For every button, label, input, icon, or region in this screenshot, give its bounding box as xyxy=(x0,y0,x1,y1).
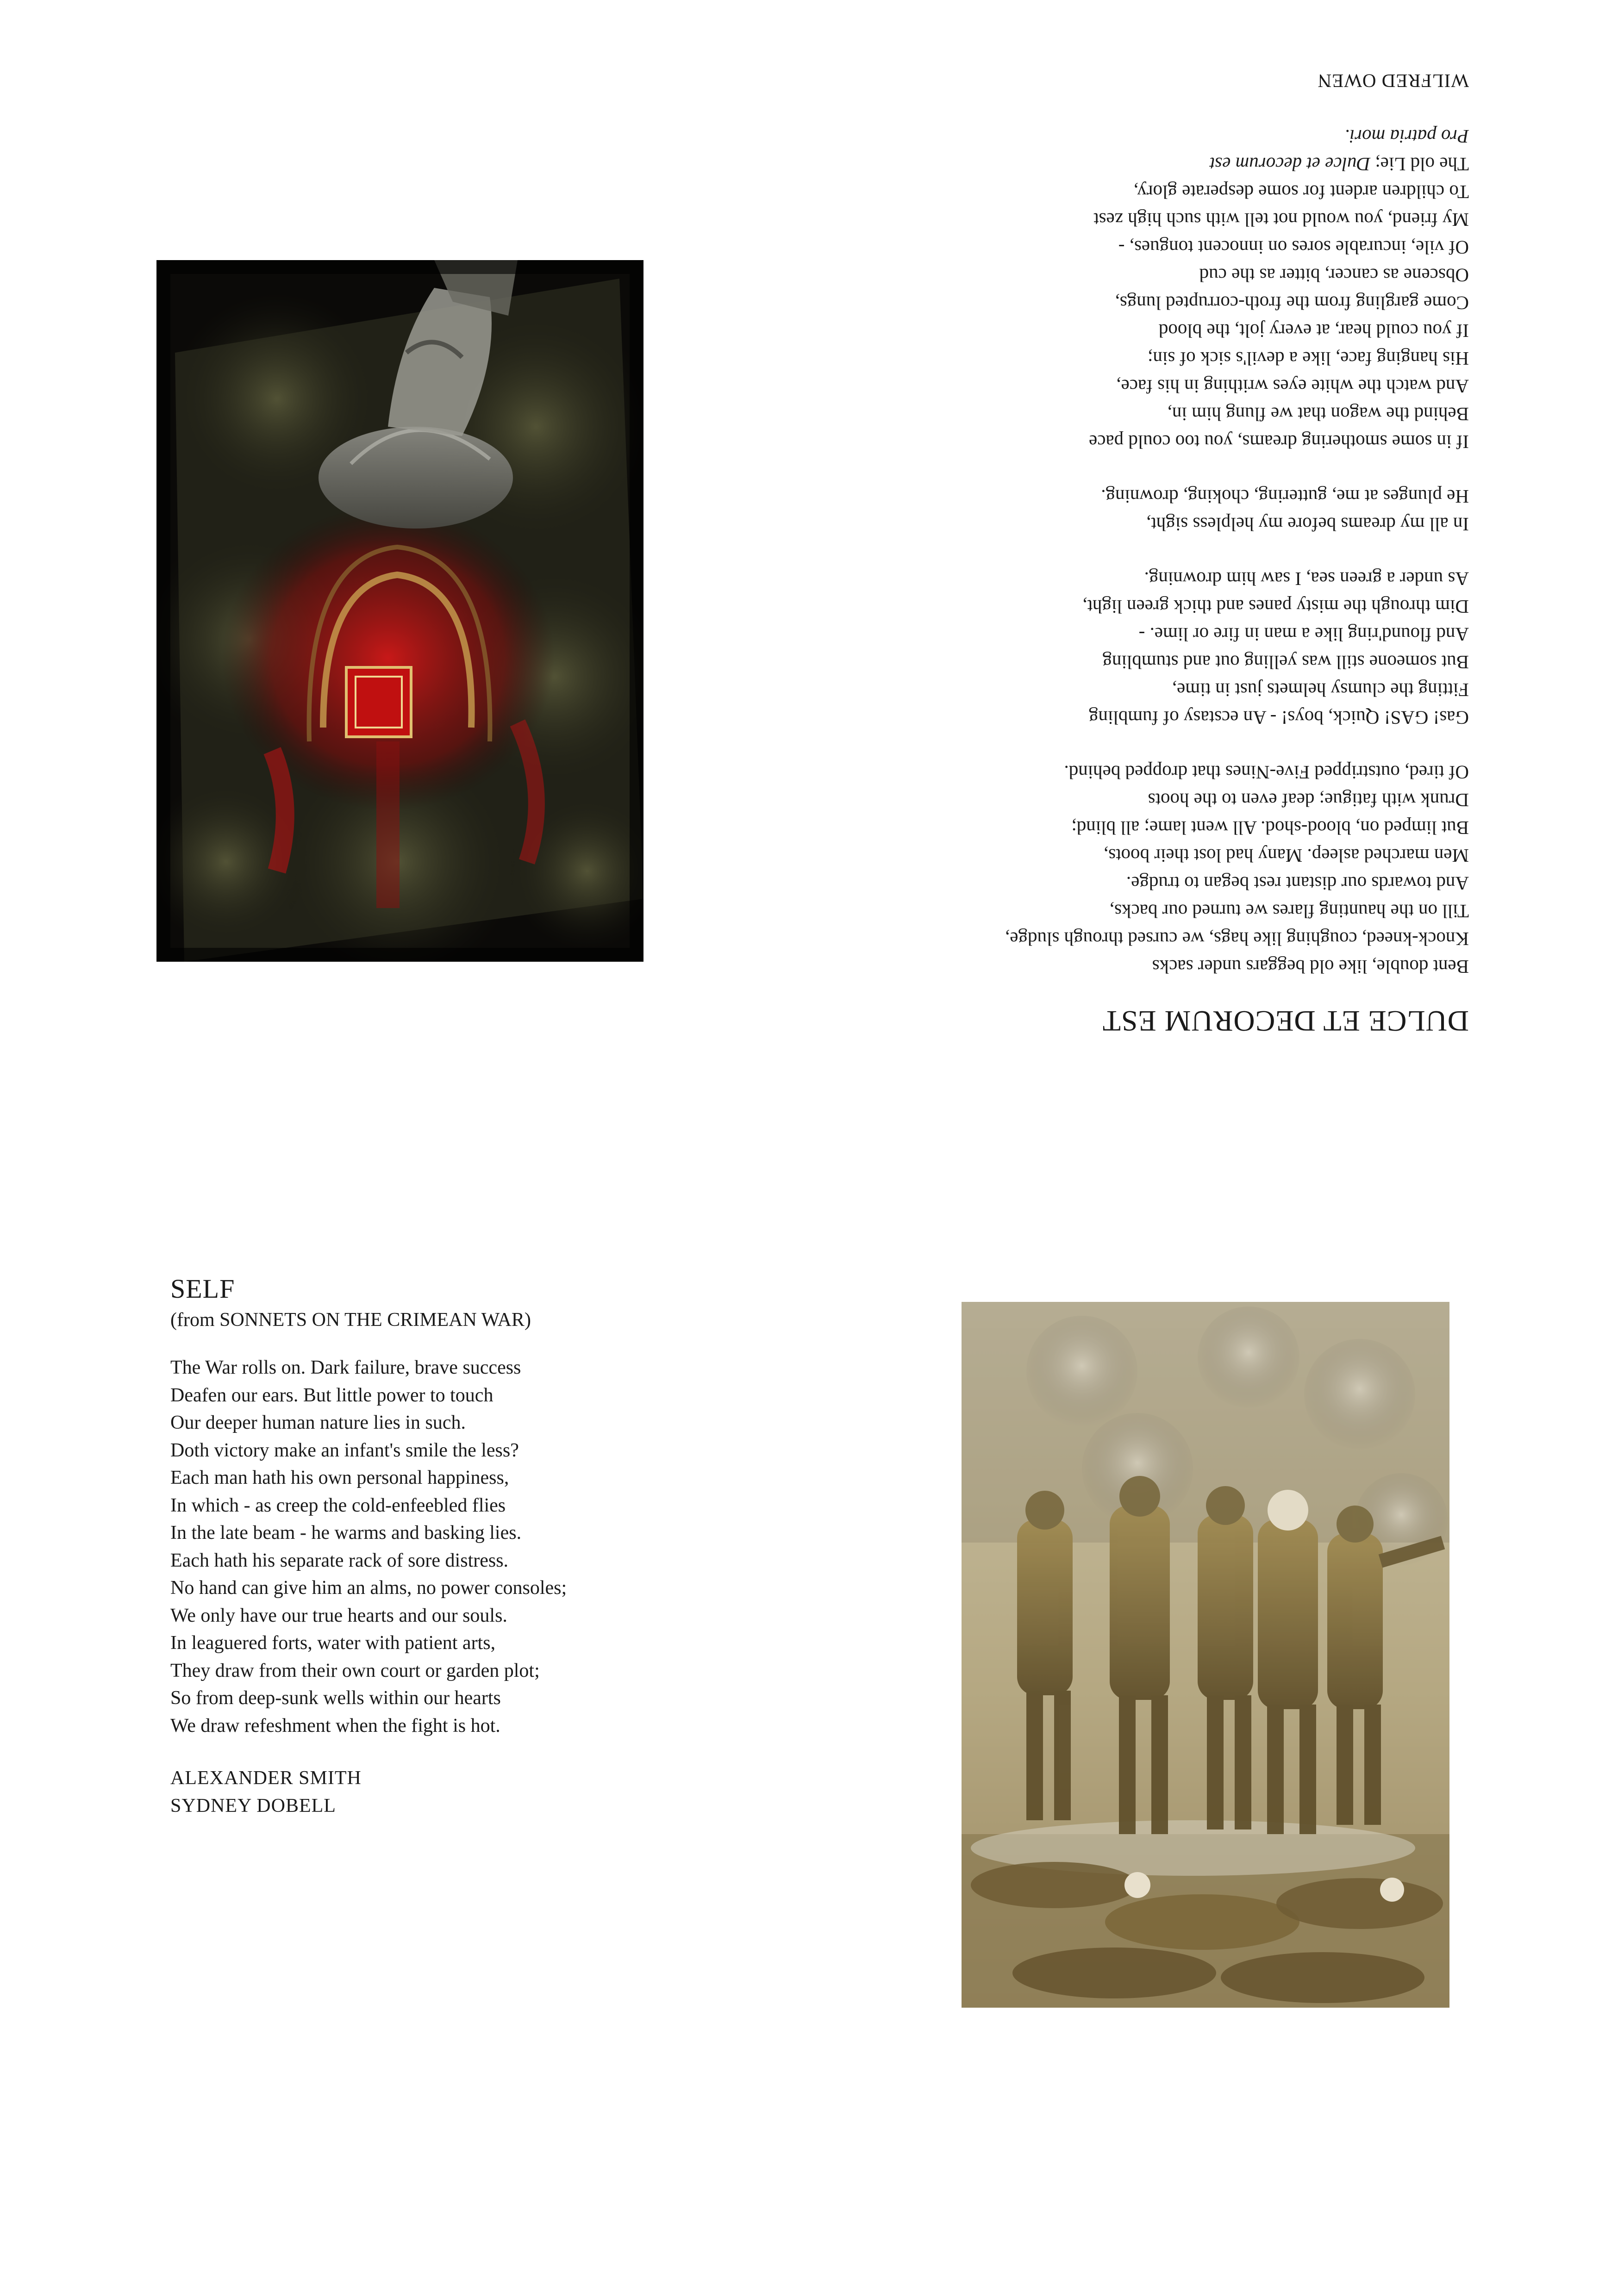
poem-line: We only have our true hearts and our souls. xyxy=(170,1605,507,1626)
poem-line: We draw refeshment when the fight is hot. xyxy=(170,1715,500,1736)
stanza-1 xyxy=(775,759,1469,981)
poem-line: But someone still was yelling out and stumbling xyxy=(1102,652,1469,673)
poem-line: Fitting the clumsy helmets just in time, xyxy=(1172,679,1469,701)
poem-line: Of tired, outstripped Five-Nines that dropped behind. xyxy=(1064,762,1469,783)
poem-line: And towards our distant rest began to trudge. xyxy=(1126,873,1469,894)
artwork-soldier-red-emblem xyxy=(156,260,643,962)
artwork-soldiers-collage xyxy=(962,1302,1449,2008)
poem-authors xyxy=(170,1765,865,1820)
poem-line: In which - as creep the cold-enfeebled flies xyxy=(170,1494,506,1516)
poem-line: His hanging face, like a devil's sick of sin; xyxy=(1148,348,1469,369)
poem-line: As under a green sea, I saw him drowning. xyxy=(1144,568,1469,590)
poem-line: My friend, you would not tell with such high zest xyxy=(1093,209,1469,230)
stanza-4 xyxy=(775,123,1469,456)
poem-author: ALEXANDER SMITH xyxy=(170,1767,362,1789)
poem-line: Doth victory make an infant's smile the less? xyxy=(170,1439,519,1461)
poem-line: Drunk with fatigue; deaf even to the hoots xyxy=(1148,790,1469,811)
poem-line: The War rolls on. Dark failure, brave success xyxy=(170,1357,521,1378)
poem-title: SELF xyxy=(170,1274,235,1304)
poem-line: Each man hath his own personal happiness, xyxy=(170,1467,509,1488)
poem-line: Knock-kneed, coughing like hags, we cursed through sludge, xyxy=(1005,928,1469,950)
poem-line: Each hath his separate rack of sore distress. xyxy=(170,1549,509,1571)
poem-subtitle: (from SONNETS ON THE CRIMEAN WAR) xyxy=(170,1309,531,1331)
poem-line: So from deep-sunk wells within our hearts xyxy=(170,1687,501,1709)
poem-line: Gas! GAS! Quick, boys! - An ecstasy of fumbling xyxy=(1088,707,1469,728)
old-lie-latin: Dulce et decorum est xyxy=(1209,154,1371,175)
stanza-3 xyxy=(775,483,1469,538)
poem-line: In leaguered forts, water with patient arts, xyxy=(170,1632,496,1654)
poem-line: They draw from their own court or garden plot; xyxy=(170,1660,540,1681)
poem-line: In the late beam - he warms and basking lies. xyxy=(170,1522,522,1543)
poem-dulce-et-decorum-est xyxy=(775,67,1469,1037)
old-lie-prefix: The old Lie; xyxy=(1370,154,1469,175)
poem-line: If in some smothering dreams, you too could pace xyxy=(1089,431,1469,453)
poem-line-old-lie xyxy=(775,150,1469,178)
poem-line: Till on the haunting flares we turned our backs, xyxy=(1109,901,1469,922)
poem-line: Of vile, incurable sores on innocent tongues, - xyxy=(1118,237,1469,258)
poem-line: Our deeper human nature lies in such. xyxy=(170,1412,466,1433)
poem-line: No hand can give him an alms, no power consoles; xyxy=(170,1577,567,1599)
poem-line: Come gargling from the froth-corrupted lungs, xyxy=(1115,292,1469,314)
poem-line: If you could hear, at every jolt, the blood xyxy=(1158,320,1469,342)
artwork-soldier-red-emblem-graphic xyxy=(156,260,643,962)
poem-line: Men marched asleep. Many had lost their boots, xyxy=(1103,845,1469,866)
poem-line: But limped on, blood-shod. All went lame; all blind; xyxy=(1071,817,1469,839)
poem-body xyxy=(170,1354,865,1740)
poem-line: Deafen our ears. But little power to touch xyxy=(170,1384,493,1406)
poem-self xyxy=(170,1274,865,1820)
poem-line: Bent double, like old beggars under sacks xyxy=(1152,956,1469,977)
poem-author: WILFRED OWEN xyxy=(1317,70,1469,92)
poem-line: Obscene as cancer, bitter as the cud xyxy=(1199,265,1469,286)
poem-line: And flound'ring like a man in fire or lime. - xyxy=(1138,624,1469,645)
poem-line: Dim through the misty panes and thick green light, xyxy=(1082,596,1469,617)
artwork-soldiers-collage-graphic xyxy=(962,1302,1449,2008)
poem-author: SYDNEY DOBELL xyxy=(170,1795,336,1817)
poem-line: And watch the white eyes writhing in his face, xyxy=(1116,376,1469,397)
stanza-2 xyxy=(775,565,1469,732)
poem-line: In all my dreams before my helpless sight, xyxy=(1146,514,1469,535)
poem-line: He plunges at me, guttering, choking, drowning. xyxy=(1101,486,1469,507)
poem-title: DULCE ET DECORUM EST xyxy=(1102,1005,1469,1038)
poem-line: To children ardent for some desperate glory, xyxy=(1133,181,1469,203)
poem-line: Behind the wagon that we flung him in, xyxy=(1167,404,1469,425)
poem-last-line: Pro patria mori. xyxy=(1344,126,1469,147)
